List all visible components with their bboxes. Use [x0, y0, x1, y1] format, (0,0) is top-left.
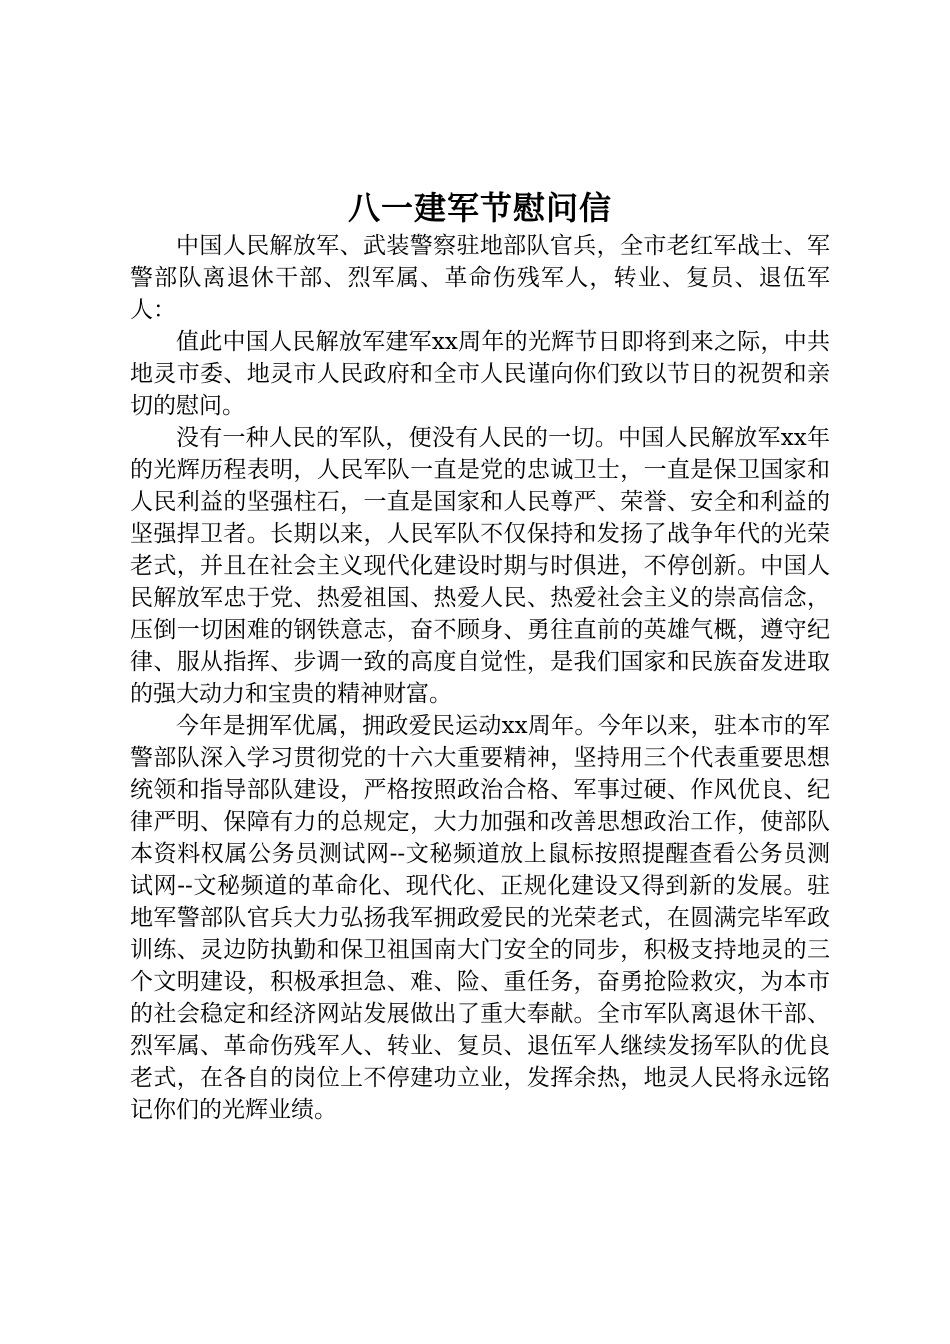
document-title: 八一建军节慰问信: [347, 189, 612, 227]
paragraph-this-year: 今年是拥军优属，拥政爱民运动xx周年。今年以来，驻本市的军警部队深入学习贯彻党的十六大重要精神，坚持用三个代表重要思想统领和指导部队建设，严格按照政治合格、军事过硬、作风优良、纪律严明、保障有力的总规定，大力加强和改善思想政治工作，使部队本资料权属公务员测试网--文秘频道放上鼠标按照提醒查看公务员测试网--文秘频道的革命化、现代化、正规化建设又得到新的发展。驻地军警部队官兵大力弘扬我军拥政爱民的光荣老式，在圆满完毕军政训练、灵边防执勤和保卫祖国南大门安全的同步，积极支持地灵的三个文明建设，积极承担急、难、险、重任务，奋勇抢险救灾，为本市的社会稳定和经济网站发展做出了重大奉献。全市军队离退休干部、烈军属、革命伤残军人、转业、复员、退伍军人继续发扬军队的优良老式，在各自的岗位上不停建功立业，发挥余热，地灵人民将永远铭记你们的光辉业绩。: [130, 713, 830, 1123]
paragraph-greeting: 值此中国人民解放军建军xx周年的光辉节日即将到来之际，中共地灵市委、地灵市人民政府和全市人民谨向你们致以节日的祝贺和亲切的慰问。: [130, 329, 830, 419]
document-body: [130, 186, 830, 1126]
paragraph-salutation: 中国人民解放军、武装警察驻地部队官兵，全市老红军战士、军警部队离退休干部、烈军属、革命伤残军人，转业、复员、退伍军人：: [130, 233, 830, 323]
paragraph-army-history: 没有一种人民的军队，便没有人民的一切。中国人民解放军xx年的光辉历程表明，人民军队一直是党的忠诚卫士，一直是保卫国家和人民利益的坚强柱石，一直是国家和人民尊严、荣誉、安全和利益的坚强捍卫者。长期以来，人民军队不仅保持和发扬了战争年代的光荣老式，并且在社会主义现代化建设时期与时俱进，不停创新。中国人民解放军忠于党、热爱祖国、热爱人民、热爱社会主义的崇高信念，压倒一切困难的钢铁意志，奋不顾身、勇往直前的英雄气概，遵守纪律、服从指挥、步调一致的高度自觉性，是我们国家和民族奋发进取的强大动力和宝贵的精神财富。: [130, 425, 830, 707]
